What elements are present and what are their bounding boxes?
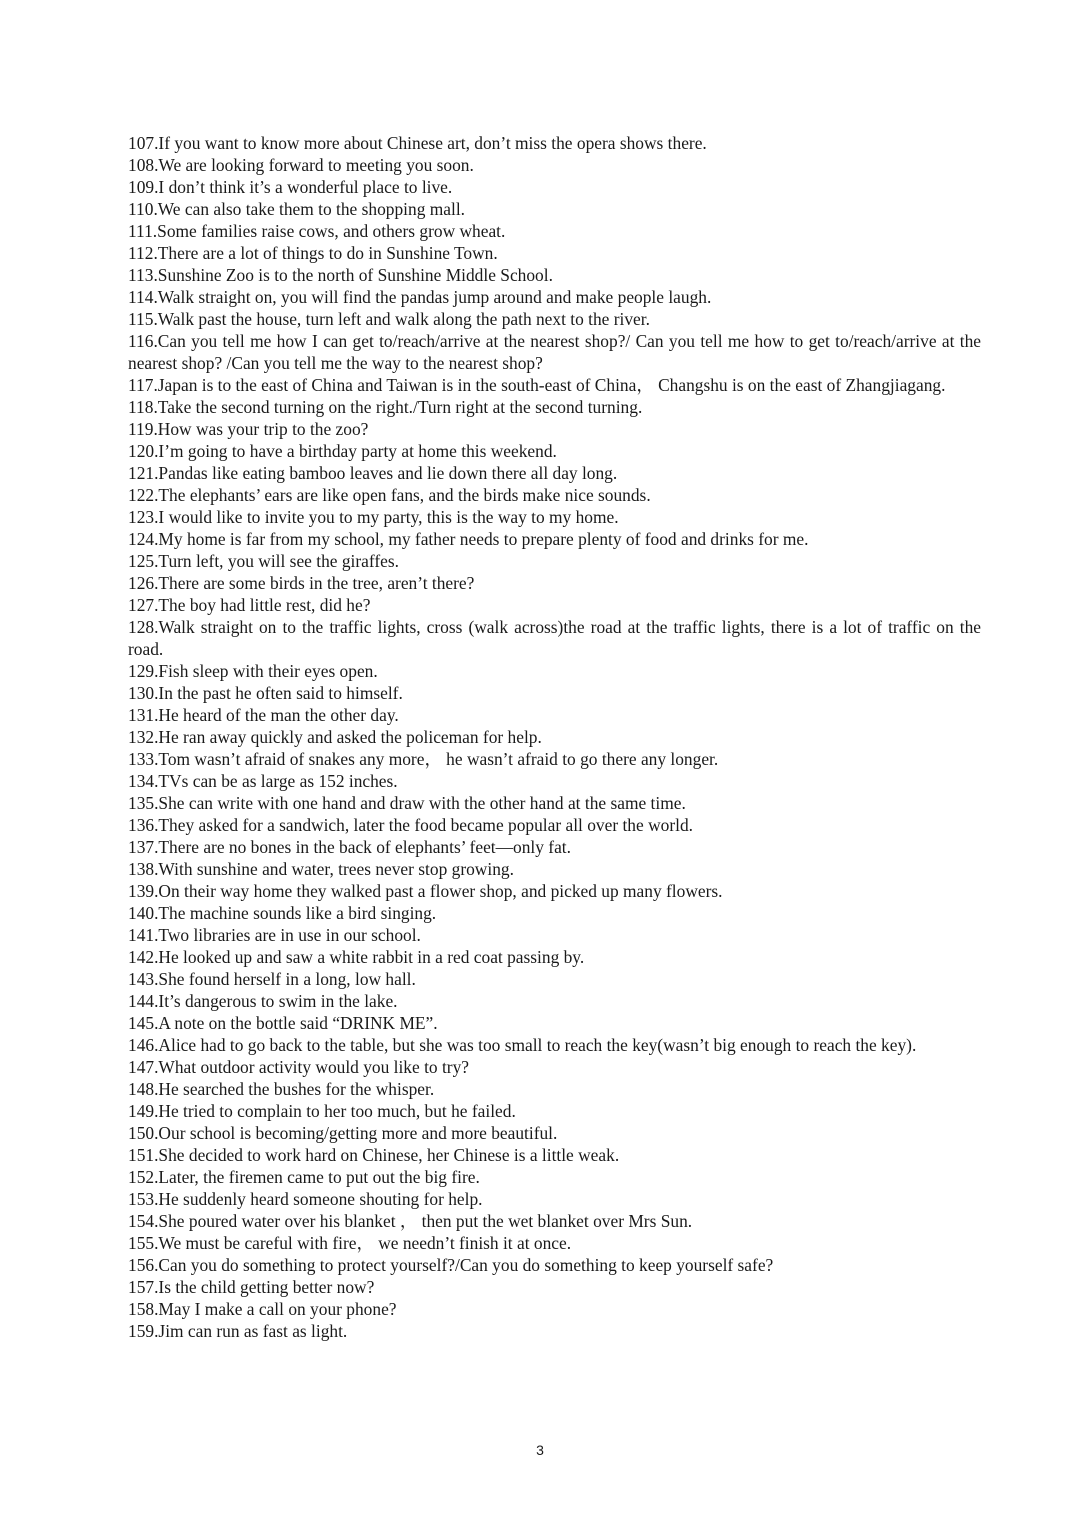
answer-item: 124.My home is far from my school, my father needs to prepare plenty of food and drinks for me. — [128, 529, 809, 549]
answer-item: 159.Jim can run as fast as light. — [128, 1321, 348, 1341]
answer-item: 112.There are a lot of things to do in Sunshine Town. — [128, 243, 498, 263]
answer-item: 135.She can write with one hand and draw with the other hand at the same time. — [128, 793, 686, 813]
answer-item: 155.We must be careful with fire， we needn’t finish it at once. — [128, 1233, 572, 1253]
answer-item: 136.They asked for a sandwich, later the food became popular all over the world. — [128, 815, 693, 835]
answer-item: 129.Fish sleep with their eyes open. — [128, 661, 378, 681]
answer-item: 117.Japan is to the east of China and Taiwan is in the south-east of China， Changshu is on the east of Zhangjiagang. — [128, 375, 946, 395]
answer-item: 152.Later, the firemen came to put out the big fire. — [128, 1167, 480, 1187]
answer-item: 134.TVs can be as large as 152 inches. — [128, 771, 398, 791]
answer-item: 146.Alice had to go back to the table, but she was too small to reach the key(wasn’t big enough to reach the key). — [128, 1035, 917, 1055]
answer-item: 145.A note on the bottle said “DRINK ME”. — [128, 1013, 438, 1033]
answer-item: 144.It’s dangerous to swim in the lake. — [128, 991, 398, 1011]
answer-item: 128.Walk straight on to the traffic lights, cross (walk across)the road at the traffic lights, there is a lot of traffic on the road. — [128, 617, 986, 659]
answer-item: 130.In the past he often said to himself. — [128, 683, 403, 703]
answer-item: 143.She found herself in a long, low hall. — [128, 969, 416, 989]
answer-item: 113.Sunshine Zoo is to the north of Sunshine Middle School. — [128, 265, 553, 285]
answer-item: 131.He heard of the man the other day. — [128, 705, 399, 725]
answer-item: 140.The machine sounds like a bird singing. — [128, 903, 437, 923]
answer-item: 126.There are some birds in the tree, aren’t there? — [128, 573, 475, 593]
answer-item: 137.There are no bones in the back of elephants’ feet—only fat. — [128, 837, 571, 857]
answer-item: 148.He searched the bushes for the whisper. — [128, 1079, 435, 1099]
answer-item: 147.What outdoor activity would you like to try? — [128, 1057, 469, 1077]
answer-item: 139.On their way home they walked past a flower shop, and picked up many flowers. — [128, 881, 723, 901]
answer-item: 153.He suddenly heard someone shouting for help. — [128, 1189, 483, 1209]
answer-item: 142.He looked up and saw a white rabbit in a red coat passing by. — [128, 947, 585, 967]
answer-item: 154.She poured water over his blanket ， then put the wet blanket over Mrs Sun. — [128, 1211, 693, 1231]
answer-item: 107.If you want to know more about Chinese art, don’t miss the opera shows there. — [128, 133, 707, 153]
answer-list — [128, 132, 986, 1342]
answer-item: 110.We can also take them to the shopping mall. — [128, 199, 465, 219]
answer-item: 157.Is the child getting better now? — [128, 1277, 375, 1297]
answer-item: 122.The elephants’ ears are like open fans, and the birds make nice sounds. — [128, 485, 651, 505]
answer-item: 123.I would like to invite you to my party, this is the way to my home. — [128, 507, 619, 527]
page-number: 3 — [536, 1442, 544, 1458]
answer-item: 115.Walk past the house, turn left and walk along the path next to the river. — [128, 309, 650, 329]
answer-item: 151.She decided to work hard on Chinese, her Chinese is a little weak. — [128, 1145, 620, 1165]
answer-item: 109.I don’t think it’s a wonderful place to live. — [128, 177, 453, 197]
answer-item: 141.Two libraries are in use in our school. — [128, 925, 421, 945]
answer-item: 114.Walk straight on, you will find the pandas jump around and make people laugh. — [128, 287, 712, 307]
answer-item: 118.Take the second turning on the right./Turn right at the second turning. — [128, 397, 643, 417]
answer-item: 127.The boy had little rest, did he? — [128, 595, 371, 615]
answer-item: 156.Can you do something to protect yourself?/Can you do something to keep yourself safe? — [128, 1255, 774, 1275]
answer-item: 150.Our school is becoming/getting more and more beautiful. — [128, 1123, 558, 1143]
answer-item: 158.May I make a call on your phone? — [128, 1299, 397, 1319]
answer-item: 138.With sunshine and water, trees never stop growing. — [128, 859, 514, 879]
answer-item: 121.Pandas like eating bamboo leaves and lie down there all day long. — [128, 463, 618, 483]
answer-item: 119.How was your trip to the zoo? — [128, 419, 369, 439]
answer-item: 111.Some families raise cows, and others grow wheat. — [128, 221, 506, 241]
answer-item: 132.He ran away quickly and asked the policeman for help. — [128, 727, 542, 747]
answer-item: 108.We are looking forward to meeting you soon. — [128, 155, 474, 175]
answer-item: 133.Tom wasn’t afraid of snakes any more， he wasn’t afraid to go there any longer. — [128, 749, 719, 769]
answer-item: 149.He tried to complain to her too much, but he failed. — [128, 1101, 516, 1121]
answer-item: 116.Can you tell me how I can get to/reach/arrive at the nearest shop?/ Can you tell me how to get to/reach/arrive at the nearest shop? /Can you tell me the way to the nearest shop? — [128, 331, 986, 373]
answer-item: 125.Turn left, you will see the giraffes. — [128, 551, 399, 571]
answer-item: 120.I’m going to have a birthday party at home this weekend. — [128, 441, 557, 461]
